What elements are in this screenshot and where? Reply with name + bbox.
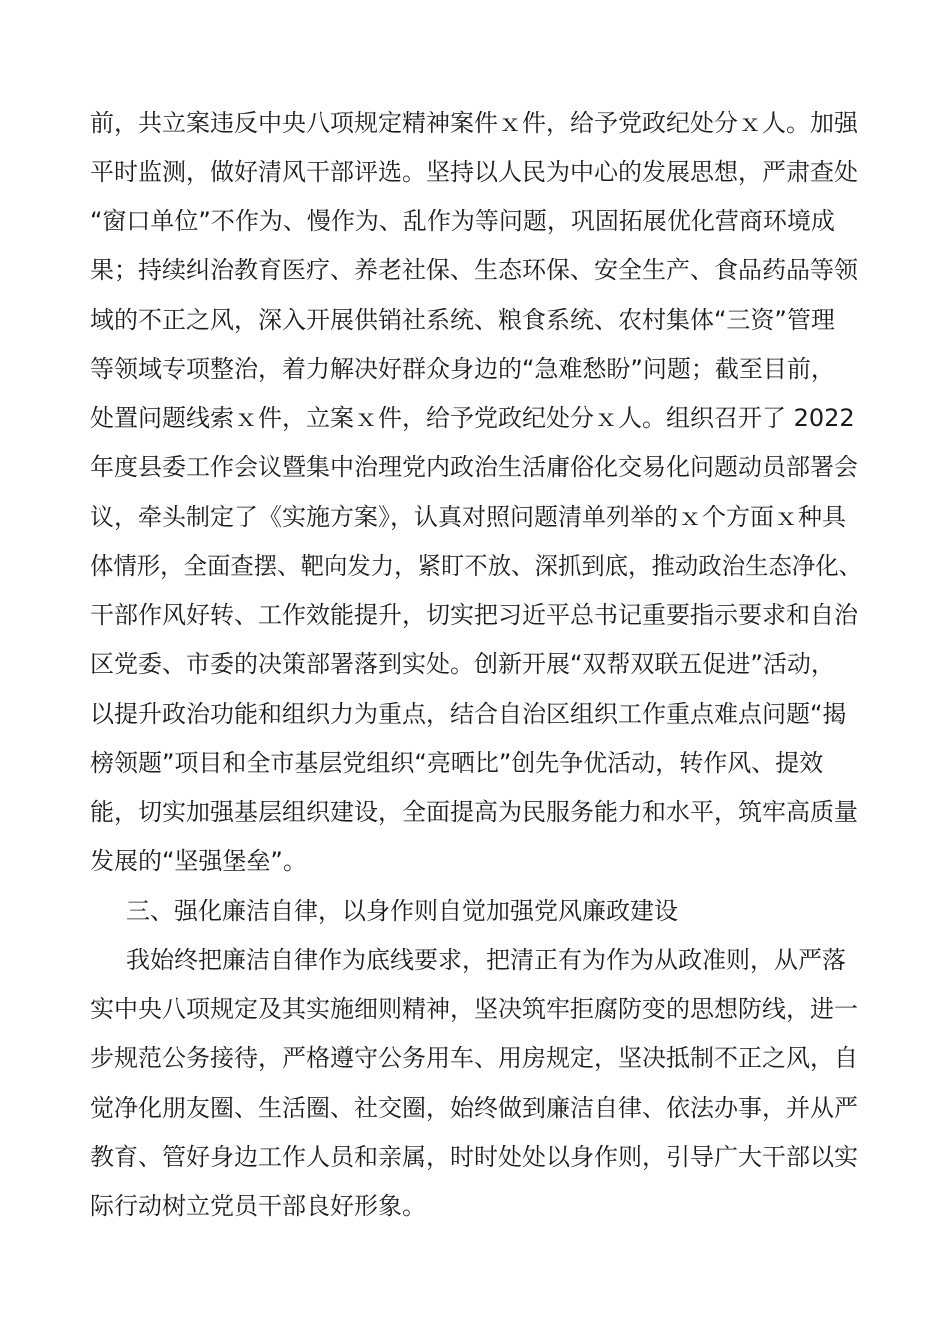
body-text-line: 等领域专项整治，着力解决好群众身边的“急难愁盼”问题；截至目前， bbox=[90, 355, 835, 383]
body-text-line: 我始终把廉洁自律作为底线要求，把清正有为作为从政准则，从严落 bbox=[126, 946, 846, 974]
body-text-line: 果；持续纠治教育医疗、养老社保、生态环保、安全生产、食品药品等领 bbox=[90, 256, 858, 284]
body-text-line: 能，切实加强基层组织建设，全面提高为民服务能力和水平，筑牢高质量 bbox=[90, 798, 858, 826]
body-text-line: 年度县委工作会议暨集中治理党内政治生活庸俗化交易化问题动员部署会 bbox=[90, 453, 858, 481]
body-text-line: 处置问题线索ｘ件，立案ｘ件，给予党政纪处分ｘ人。组织召开了 2022 bbox=[90, 404, 855, 432]
body-text-line: 际行动树立党员干部良好形象。 bbox=[90, 1192, 426, 1220]
body-text-line: 域的不正之风，深入开展供销社系统、粮食系统、农村集体“三资”管理 bbox=[90, 306, 835, 334]
body-text-line: 前，共立案违反中央八项规定精神案件ｘ件，给予党政纪处分ｘ人。加强 bbox=[90, 109, 858, 137]
body-text-line: 发展的“坚强堡垒”。 bbox=[90, 847, 307, 875]
body-text-line: 体情形，全面查摆、靶向发力，紧盯不放、深抓到底，推动政治生态净化、 bbox=[90, 552, 862, 580]
body-text-line: “窗口单位”不作为、慢作为、乱作为等问题，巩固拓展优化营商环境成 bbox=[90, 207, 835, 235]
section-heading: 三、强化廉洁自律，以身作则自觉加强党风廉政建设 bbox=[126, 897, 678, 925]
body-text-line: 平时监测，做好清风干部评选。坚持以人民为中心的发展思想，严肃查处 bbox=[90, 158, 858, 186]
body-text-line: 步规范公务接待，严格遵守公务用车、用房规定，坚决抵制不正之风，自 bbox=[90, 1044, 858, 1072]
body-text-line: 榜领题”项目和全市基层党组织“亮晒比”创先争优活动，转作风、提效 bbox=[90, 749, 824, 777]
body-text-line: 区党委、市委的决策部署落到实处。创新开展“双帮双联五促进”活动， bbox=[90, 650, 835, 678]
body-text-line: 实中央八项规定及其实施细则精神，坚决筑牢拒腐防变的思想防线，进一 bbox=[90, 995, 858, 1023]
body-text-line: 觉净化朋友圈、生活圈、社交圈，始终做到廉洁自律、依法办事，并从严 bbox=[90, 1094, 858, 1122]
body-text-line: 干部作风好转、工作效能提升，切实把习近平总书记重要指示要求和自治 bbox=[90, 601, 858, 629]
body-text-line: 议，牵头制定了《实施方案》，认真对照问题清单列举的ｘ个方面ｘ种具 bbox=[90, 503, 846, 531]
body-text-line: 以提升政治功能和组织力为重点，结合自治区组织工作重点难点问题“揭 bbox=[90, 700, 847, 728]
body-text-line: 教育、管好身边工作人员和亲属，时时处处以身作则，引导广大干部以实 bbox=[90, 1143, 858, 1171]
